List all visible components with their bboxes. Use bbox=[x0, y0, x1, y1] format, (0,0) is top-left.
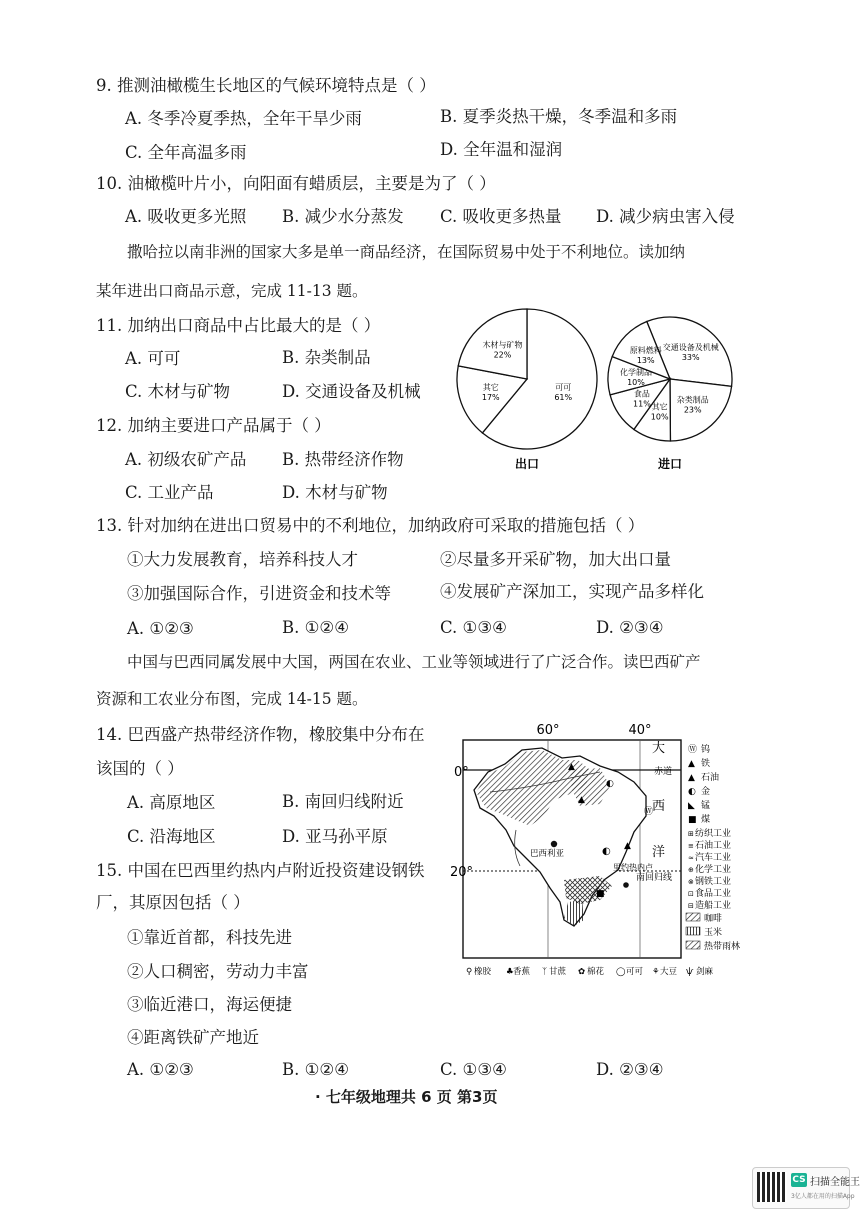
cocoa-icon: ◯ bbox=[616, 967, 626, 977]
q14-option-a: A. 高原地区 bbox=[127, 793, 216, 812]
crop-label-soybean: 大豆 bbox=[660, 967, 678, 977]
q15-statement-1: ①靠近首都，科技先进 bbox=[127, 928, 292, 947]
cs-logo-icon: CS bbox=[792, 1175, 806, 1185]
q11-option-b: B. 杂类制品 bbox=[282, 348, 371, 367]
legend-tungsten-icon: Ⓦ bbox=[688, 745, 698, 755]
import-pie bbox=[608, 317, 732, 441]
legend-rainforest-label: 热带雨林 bbox=[704, 942, 741, 952]
q11-option-d: D. 交通设备及机械 bbox=[282, 382, 421, 401]
legend-steel-label: 钢铁工业 bbox=[695, 877, 732, 887]
q15-option-b: B. ①②④ bbox=[282, 1060, 349, 1079]
legend-gold-label: 金 bbox=[701, 787, 711, 797]
map-legend bbox=[686, 743, 740, 952]
scanner-watermark bbox=[752, 1167, 860, 1209]
legend-textile-label: 纺织工业 bbox=[695, 829, 732, 839]
q13-statement-4: ④发展矿产深加工，实现产品多样化 bbox=[440, 582, 704, 601]
lat-20-label: 20° bbox=[450, 865, 474, 880]
scanner-subtitle: 3亿人都在用的扫描App bbox=[791, 1193, 855, 1200]
legend-oil-label: 石油 bbox=[701, 773, 720, 783]
brasilia-label: 巴西利亚 bbox=[530, 849, 565, 859]
q11-option-c: C. 木材与矿物 bbox=[125, 382, 231, 401]
equator-label: 赤道 bbox=[654, 767, 673, 777]
export-pie-title: 出口 bbox=[514, 457, 540, 471]
q13-option-a: A. ①②③ bbox=[127, 619, 194, 638]
q9-option-a: A. 冬季冷夏季热，全年干旱少雨 bbox=[125, 109, 362, 128]
soybean-icon: ⚘ bbox=[652, 967, 660, 977]
rubber-icon: ⚲ bbox=[466, 967, 473, 977]
q14-stem-line2: 该国的（ ） bbox=[96, 759, 184, 778]
q15-option-a: A. ①②③ bbox=[127, 1060, 194, 1079]
ghana-trade-pie-charts bbox=[455, 305, 845, 480]
q9-option-c: C. 全年高温多雨 bbox=[125, 143, 247, 162]
oil-icon-coast: ▲ bbox=[624, 841, 631, 851]
legend-manganese-label: 锰 bbox=[701, 801, 711, 811]
crop-legend bbox=[466, 966, 714, 977]
crop-label-rubber: 橡胶 bbox=[474, 967, 492, 977]
legend-gold-icon: ◐ bbox=[688, 787, 696, 797]
q11-stem: 11. 加纳出口商品中占比最大的是（ ） bbox=[96, 316, 381, 335]
rio-marker bbox=[623, 882, 629, 888]
q15-stem-line1: 15. 中国在巴西里约热内卢附近投资建设钢铁 bbox=[96, 861, 425, 880]
ocean-label-1: 大 bbox=[652, 741, 666, 756]
legend-manganese-icon: ◣ bbox=[688, 801, 695, 811]
legend-auto-icon: ≈ bbox=[688, 854, 694, 862]
crop-label-banana: 香蕉 bbox=[513, 967, 531, 977]
qr-code-icon bbox=[757, 1172, 787, 1202]
pie-label-other: 其它 10% bbox=[650, 402, 669, 422]
lat-0-label: 0° bbox=[454, 765, 469, 780]
legend-rainforest-swatch bbox=[686, 941, 700, 949]
q15-statement-4: ④距离铁矿产地近 bbox=[127, 1028, 259, 1047]
q13-option-c: C. ①③④ bbox=[440, 618, 507, 637]
ocean-label-2: 西 bbox=[652, 799, 666, 814]
export-pie bbox=[457, 309, 597, 449]
q14-stem-line1: 14. 巴西盛产热带经济作物，橡胶集中分布在 bbox=[96, 725, 425, 744]
banana-icon: ♣ bbox=[506, 967, 514, 977]
sisal-icon: ѱ bbox=[686, 967, 694, 977]
q14-option-c: C. 沿海地区 bbox=[127, 827, 216, 846]
q15-statement-3: ③临近港口，海运便捷 bbox=[127, 995, 292, 1014]
pie-label-misc-products: 杂类制品 23% bbox=[676, 395, 709, 415]
legend-corn-label: 玉米 bbox=[704, 928, 723, 938]
q13-statement-1: ①大力发展教育，培养科技人才 bbox=[127, 550, 358, 569]
legend-coffee-swatch bbox=[686, 913, 700, 921]
gold-icon-2: ◐ bbox=[602, 846, 611, 857]
q10-stem: 10. 油橄榄叶片小，向阳面有蜡质层，主要是为了（ ） bbox=[96, 174, 496, 193]
q13-option-b: B. ①②④ bbox=[282, 618, 349, 637]
q10-option-d: D. 减少病虫害入侵 bbox=[596, 207, 735, 226]
legend-petroleum-label: 石油工业 bbox=[695, 841, 732, 851]
q12-option-c: C. 工业产品 bbox=[125, 483, 214, 502]
crop-label-cotton: 棉花 bbox=[587, 967, 605, 977]
q9-stem: 9. 推测油橄榄生长地区的气候环境特点是（ ） bbox=[96, 76, 436, 95]
pie-label-food: 食品 11% bbox=[633, 389, 651, 409]
q12-stem: 12. 加纳主要进口产品属于（ ） bbox=[96, 416, 331, 435]
q13-statement-3: ③加强国际合作，引进资金和技术等 bbox=[127, 584, 391, 603]
crop-label-cocoa: 可可 bbox=[626, 967, 644, 977]
pie-label-chemicals: 化学制品 10% bbox=[619, 368, 652, 388]
coffee-area bbox=[564, 876, 612, 904]
q9-option-b: B. 夏季炎热干燥，冬季温和多雨 bbox=[440, 107, 678, 126]
q12-option-b: B. 热带经济作物 bbox=[282, 450, 404, 469]
scanner-name: 扫描全能王 bbox=[810, 1177, 860, 1188]
legend-coffee-label: 咖啡 bbox=[704, 914, 723, 924]
legend-iron-icon: ▲ bbox=[688, 759, 695, 769]
lon-60-label: 60° bbox=[536, 723, 560, 738]
q14-option-d: D. 亚马孙平原 bbox=[282, 827, 388, 846]
pie-label-cocoa: 可可 61% bbox=[554, 383, 573, 403]
q13-option-d: D. ②③④ bbox=[596, 618, 664, 637]
q11-option-a: A. 可可 bbox=[125, 349, 181, 368]
legend-textile-icon: ⊞ bbox=[688, 830, 694, 838]
legend-chemical-icon: ⊕ bbox=[688, 866, 694, 874]
tungsten-icon: Ⓦ bbox=[644, 807, 654, 817]
legend-steel-icon: ⊗ bbox=[688, 878, 694, 886]
legend-tungsten-label: 钨 bbox=[701, 745, 711, 755]
legend-coal-label: 煤 bbox=[701, 815, 711, 825]
legend-coal-icon: ■ bbox=[688, 815, 697, 825]
gold-icon: ◐ bbox=[606, 779, 614, 789]
lon-40-label: 40° bbox=[628, 723, 652, 738]
q9-option-d: D. 全年温和湿润 bbox=[440, 140, 563, 159]
crop-label-sisal: 剑麻 bbox=[696, 967, 714, 977]
iron-icon: ▲ bbox=[568, 762, 575, 772]
legend-food-icon: ⊡ bbox=[688, 890, 694, 898]
sugarcane-icon: ᛉ bbox=[542, 967, 548, 977]
coal-icon: ■ bbox=[596, 889, 605, 899]
rio-label: 里约热内卢 bbox=[613, 863, 653, 872]
q10-option-b: B. 减少水分蒸发 bbox=[282, 207, 404, 226]
cotton-icon: ✿ bbox=[578, 967, 586, 977]
q10-option-a: A. 吸收更多光照 bbox=[125, 207, 247, 226]
legend-iron-label: 铁 bbox=[701, 759, 711, 769]
legend-chemical-label: 化学工业 bbox=[695, 865, 732, 875]
q13-stem: 13. 针对加纳在进出口贸易中的不利地位，加纳政府可采取的措施包括（ ） bbox=[96, 516, 645, 535]
legend-corn-swatch bbox=[686, 927, 700, 935]
pie-label-transport-machinery: 交通设备及机械 33% bbox=[662, 342, 719, 362]
intro-14-15-line2: 资源和工农业分布图，完成 14-15 题。 bbox=[96, 690, 368, 708]
legend-oil-icon: ▲ bbox=[688, 773, 695, 783]
q15-option-c: C. ①③④ bbox=[440, 1060, 507, 1079]
pie-label-other: 其它 17% bbox=[481, 383, 500, 403]
page-footer: · 七年级地理共 6 页 第3页 bbox=[315, 1088, 498, 1106]
ocean-label-3: 洋 bbox=[652, 845, 666, 860]
q15-stem-line2: 厂，其原因包括（ ） bbox=[96, 893, 250, 912]
tropic-label: 南回归线 bbox=[636, 873, 673, 883]
intro-11-13-line1: 撒哈拉以南非洲的国家大多是单一商品经济，在国际贸易中处于不利地位。读加纳 bbox=[127, 243, 686, 261]
pie-label-wood-minerals: 木材与矿物 22% bbox=[482, 340, 523, 360]
intro-11-13-line2: 某年进出口商品示意，完成 11-13 题。 bbox=[96, 282, 368, 300]
legend-petroleum-icon: ≡ bbox=[688, 842, 694, 850]
brasilia-marker bbox=[551, 841, 557, 847]
legend-shipbuilding-label: 造船工业 bbox=[695, 901, 732, 911]
q14-option-b: B. 南回归线附近 bbox=[282, 792, 404, 811]
q12-option-a: A. 初级农矿产品 bbox=[125, 450, 247, 469]
intro-14-15-line1: 中国与巴西同属发展中大国，两国在农业、工业等领域进行了广泛合作。读巴西矿产 bbox=[127, 653, 701, 671]
import-pie-title: 进口 bbox=[657, 457, 683, 471]
q15-option-d: D. ②③④ bbox=[596, 1060, 664, 1079]
q12-option-d: D. 木材与矿物 bbox=[282, 483, 388, 502]
q15-statement-2: ②人口稠密，劳动力丰富 bbox=[127, 962, 309, 981]
brazil-map bbox=[450, 720, 850, 980]
oil-icon: ▲ bbox=[578, 795, 585, 805]
q10-option-c: C. 吸收更多热量 bbox=[440, 207, 562, 226]
legend-shipbuilding-icon: ⊟ bbox=[688, 902, 694, 910]
legend-food-label: 食品工业 bbox=[695, 889, 732, 899]
crop-label-sugarcane: 甘蔗 bbox=[549, 967, 567, 977]
q13-statement-2: ②尽量多开采矿物，加大出口量 bbox=[440, 550, 671, 569]
pie-label-raw-fuel: 原料燃料 13% bbox=[629, 346, 662, 366]
legend-auto-label: 汽车工业 bbox=[695, 853, 732, 863]
